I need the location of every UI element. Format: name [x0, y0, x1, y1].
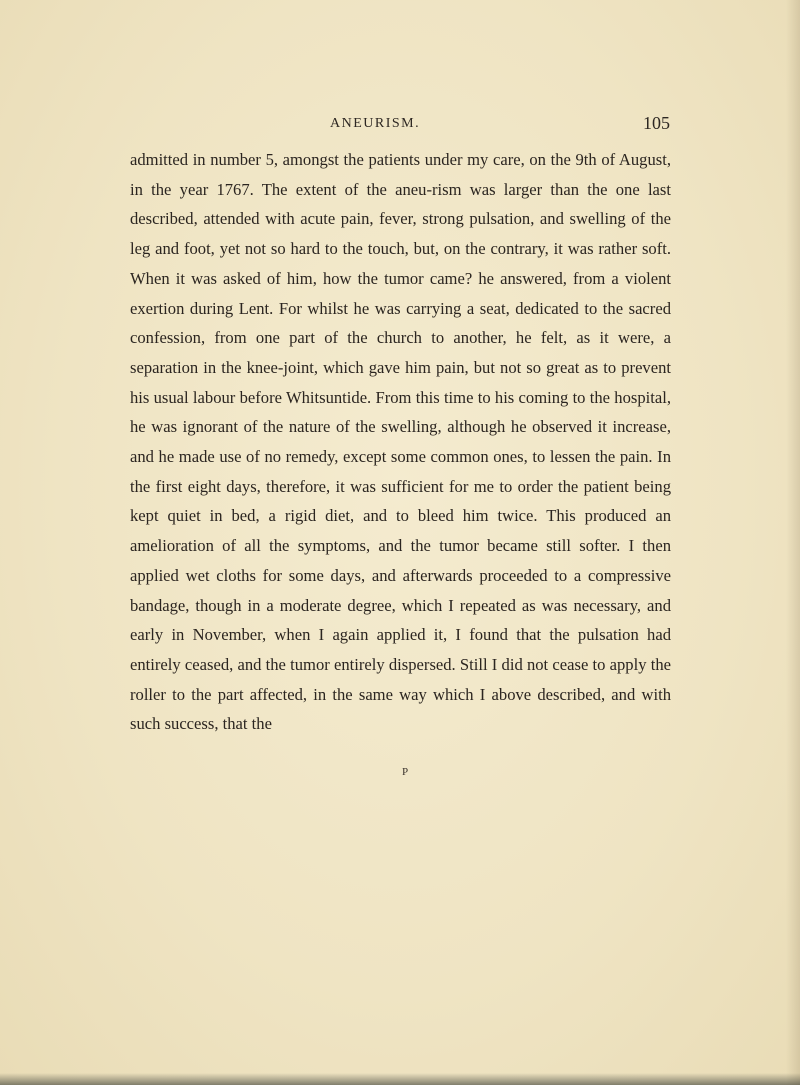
signature-mark: P [401, 766, 409, 778]
page-bottom-shadow [0, 1073, 800, 1085]
running-head [130, 113, 670, 138]
page-number: 105 [643, 113, 670, 133]
page-edge-shadow [786, 0, 800, 1085]
body-paragraph: admitted in number 5, amongst the patients under my care, on the 9th of August, in the year 1767. The extent of the aneu-rism was larger than the one last described, attended with acute pain, fever, strong pulsation, and swelling of the leg and foot, yet not so hard to the touch, but, on the contrary, it was rather soft. When it was asked of him, how the tumor came? he answered, from a violent exertion during Lent. For whilst he was carrying a seat, dedicated to the sacred confession, from one part of the church to another, he felt, as it were, a separation in the knee-joint, which gave him pain, but not so great as to prevent his usual labour before Whitsuntide. From this time to his coming to the hospital, he was ignorant of the nature of the swelling, although he observed it increase, and he made use of no remedy, except some common ones, to lessen the pain. In the first eight days, therefore, it was sufficient for me to order the patient being kept quiet in bed, a rigid diet, and to bleed him twice. This produced an amelioration of all the symptoms, and the tumor became still softer. I then applied wet cloths for some days, and afterwards proceeded to a compressive bandage, though in a moderate degree, which I repeated as was necessary, and early in November, when I again applied it, I found that the pulsation had entirely ceased, and the tumor entirely dispersed. Still I did not cease to apply the roller to the part affected, in the same way which I above described, and with such success, that the [130, 150, 671, 734]
running-title: ANEURISM. [330, 116, 421, 131]
